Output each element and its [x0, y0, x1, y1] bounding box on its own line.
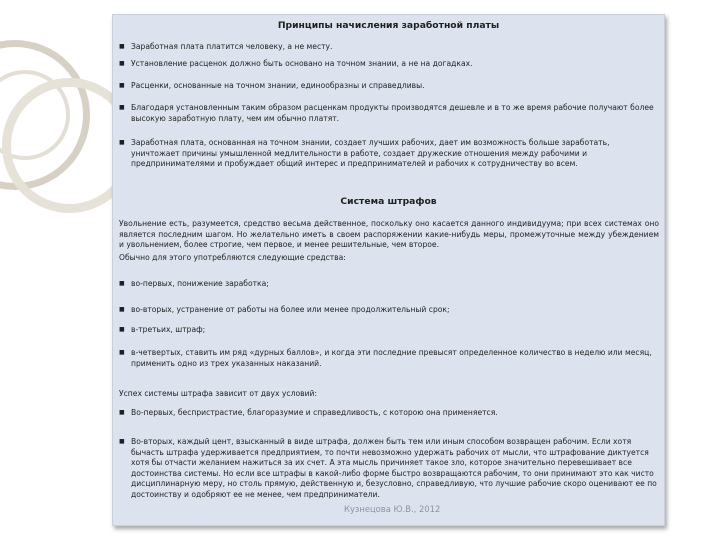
bullet-item: ■ в-третьих, штраф; [119, 325, 206, 334]
bullet-item: ■ Заработная плата платится человеку, а не месту. [119, 42, 333, 51]
bullet-icon: ■ [119, 438, 125, 445]
section-title-salary: Принципы начисления заработной платы [277, 20, 500, 31]
paragraph-means: Обычно для этого употребляются следующие средства: [119, 253, 346, 262]
paragraph-conditions: Успех системы штрафа зависит от двух условий: [119, 389, 318, 398]
bullet-icon: ■ [119, 60, 125, 67]
bullet-icon: ■ [119, 104, 125, 111]
bullet-item: ■ Благодаря установленным таким образом расценкам продукты производятся дешевле и в то же время рабочие получают более высокую заработную плату, чем им обычно платят. [119, 103, 654, 123]
bullet-item: ■ Заработная плата, основанная на точном знании, создает лучших рабочих, дает им возможность больше заработать, уничтожает причины умышленной медлительности в работе, создает дружеские отношения между рабочими и предпринимателями и пробуждает общий интерес и предпринимателей и рабочих к сотрудничеству во всем. [119, 138, 610, 169]
bullet-item: ■ во-вторых, устранение от работы на более или менее продолжительный срок; [119, 305, 450, 314]
bullet-icon: ■ [119, 139, 125, 146]
bullet-item: ■ Во-вторых, каждый цент, взысканный в виде штрафа, должен быть тем или иным способом возвращен рабочим. Если хотя бычасть штрафа удерживается предприятием, то почти невозможно удержать рабочих от мысли, что штрафование диктуется хотя бы отчасти желанием нажиться за их счет. А эта мысль причиняет такое зло, которое значительно перевешивает все достоинства системы. Но если все штрафы в какой-либо форме быстро возвращаются рабочим, то они принимают это как чисто дисциплинарную меру, но столь прямую, действенную и, безусловно, справедливую, что лучшие рабочие скоро оценивают ее по достоинству и одобряют ее не менее, чем предприниматели. [119, 437, 657, 499]
bullet-item: ■ во-первых, понижение заработка; [119, 279, 269, 288]
bullet-icon: ■ [119, 409, 125, 416]
bullet-icon: ■ [119, 349, 125, 356]
bullet-icon: ■ [119, 280, 125, 287]
bullet-icon: ■ [119, 326, 125, 333]
bullet-icon: ■ [119, 82, 125, 89]
bullet-item: ■ Расценки, основанные на точном знании, единообразны и справедливы. [119, 81, 425, 90]
bullet-item: ■ Установление расценок должно быть основано на точном знании, а не на догадках. [119, 59, 473, 68]
bullet-icon: ■ [119, 43, 125, 50]
content-panel [112, 14, 665, 526]
bullet-item: ■ Во-первых, беспристрастие, благоразумие и справедливость, с которою она применяется. [119, 408, 498, 417]
bullet-item: ■ в-четвертых, ставить им ряд «дурных баллов», и когда эти последние превысят определенное количество в неделю или месяц, применить одно из трех указанных наказаний. [119, 348, 652, 368]
bullet-icon: ■ [119, 306, 125, 313]
author-footer: Кузнецова Ю.В., 2012 [344, 504, 441, 514]
paragraph-dismissal: Увольнение есть, разумеется, средство весьма действенное, поскольку оно касается данного индивидуума; при всех системах оно является последним шагом. Но желательно иметь в своем распоряжении какие-нибудь меры, промежуточные между убеждением и увольнением, более строгие, чем первое, и менее решительные, чем второе. [119, 219, 659, 250]
section-title-penalties: Система штрафов [340, 196, 437, 207]
